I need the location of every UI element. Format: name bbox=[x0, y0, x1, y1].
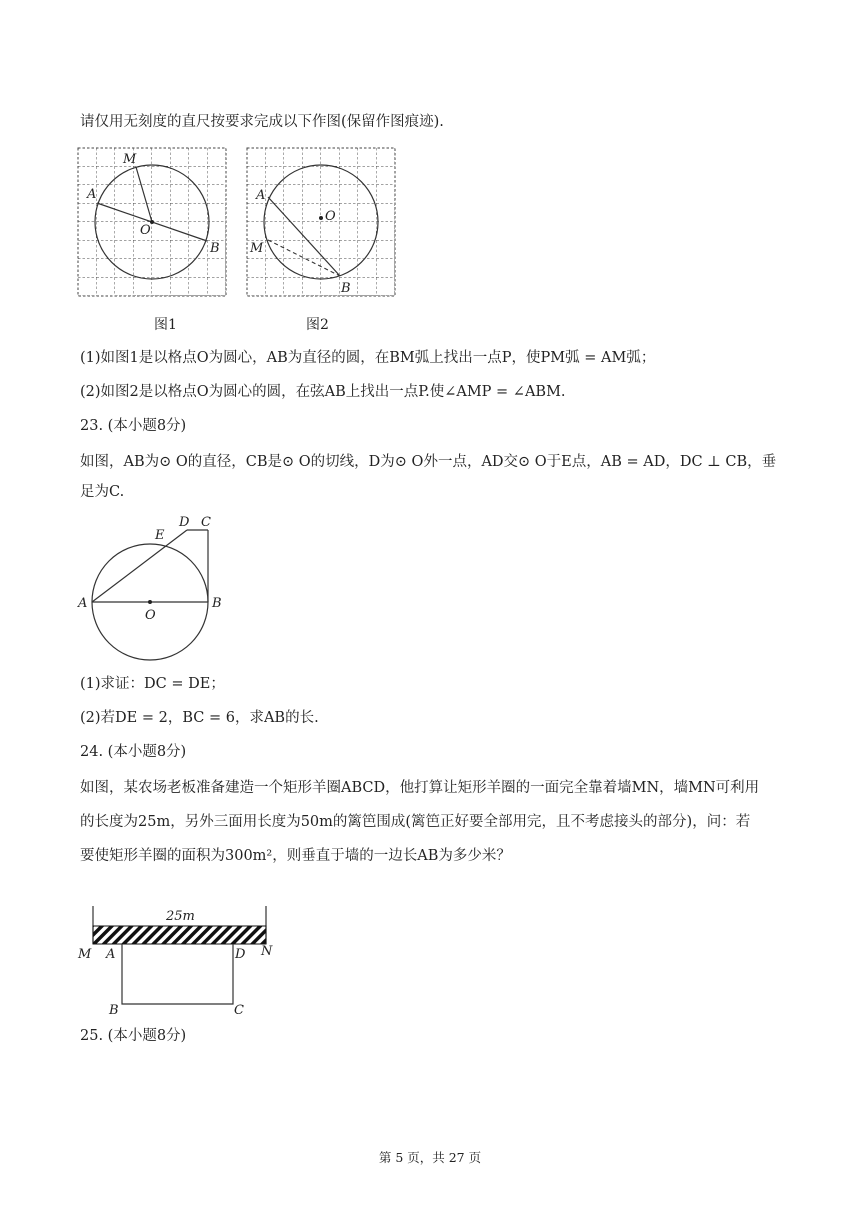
label-b: B bbox=[341, 281, 351, 296]
label-a: A bbox=[78, 596, 88, 611]
label-n: N bbox=[261, 944, 273, 959]
q23-part2: (2)若DE = 2，BC = 6，求AB的长. bbox=[80, 710, 319, 726]
figure-2 bbox=[247, 148, 395, 296]
q24-line3: 要使矩形羊圈的面积为300m²，则垂直于墙的一边长AB为多少米？ bbox=[80, 848, 511, 864]
label-o: O bbox=[325, 209, 336, 224]
figure-q23 bbox=[75, 512, 235, 662]
q22-part2: (2)如图2是以格点O为圆心的圆，在弦AB上找出一点P.使∠AMP = ∠ABM. bbox=[80, 384, 566, 400]
wall-mn bbox=[93, 926, 266, 944]
q24-header: 24. (本小题8分) bbox=[80, 744, 187, 760]
label-a: A bbox=[256, 188, 266, 203]
q23-header: 23. (本小题8分) bbox=[80, 418, 187, 434]
label-m: M bbox=[250, 241, 264, 256]
q22-part1: (1)如图1是以格点O为圆心，AB为直径的圆，在BM弧上找出一点P，使PM弧 = AM弧； bbox=[80, 350, 656, 366]
label-o: O bbox=[145, 608, 156, 623]
figure-q24 bbox=[76, 900, 286, 1020]
label-m: M bbox=[123, 152, 137, 167]
segment-ad bbox=[92, 530, 187, 602]
center-point bbox=[319, 216, 323, 220]
label-b: B bbox=[109, 1003, 119, 1018]
q24-line2: 的长度为25m，另外三面用长度为50m的篱笆围成(篱笆正好要全部用完，且不考虑接头的部分)，问：若 bbox=[80, 814, 751, 830]
caption-fig1: 图1 bbox=[154, 317, 177, 333]
caption-fig2: 图2 bbox=[306, 317, 329, 333]
label-b: B bbox=[210, 241, 220, 256]
q25-header: 25. (本小题8分) bbox=[80, 1028, 187, 1044]
label-o: O bbox=[140, 223, 151, 238]
label-m: M bbox=[78, 947, 92, 962]
fence-abcd bbox=[122, 944, 233, 1004]
label-b: B bbox=[212, 596, 222, 611]
q23-line2: 足为C. bbox=[80, 484, 125, 500]
label-e: E bbox=[155, 528, 165, 543]
label-d: D bbox=[179, 515, 190, 530]
q24-line1: 如图，某农场老板准备建造一个矩形羊圈ABCD，他打算让矩形羊圈的一面完全靠着墙MN，墙MN可利用 bbox=[80, 780, 760, 796]
figure-1 bbox=[78, 148, 226, 296]
page-footer: 第 5 页，共 27 页 bbox=[378, 1150, 482, 1165]
label-c: C bbox=[234, 1003, 244, 1018]
label-d: D bbox=[235, 947, 246, 962]
q23-part1: (1)求证：DC = DE； bbox=[80, 676, 225, 692]
label-a: A bbox=[106, 947, 116, 962]
center-point bbox=[148, 600, 152, 604]
label-a: A bbox=[87, 187, 97, 202]
label-wall-length: 25m bbox=[166, 909, 195, 924]
intro-text: 请仅用无刻度的直尺按要求完成以下作图(保留作图痕迹). bbox=[80, 114, 444, 130]
q23-line1: 如图，AB为⊙ O的直径，CB是⊙ O的切线，D为⊙ O外一点，AD交⊙ O于E点，AB = AD，DC ⊥ CB，垂 bbox=[80, 454, 777, 470]
label-c: C bbox=[201, 515, 211, 530]
